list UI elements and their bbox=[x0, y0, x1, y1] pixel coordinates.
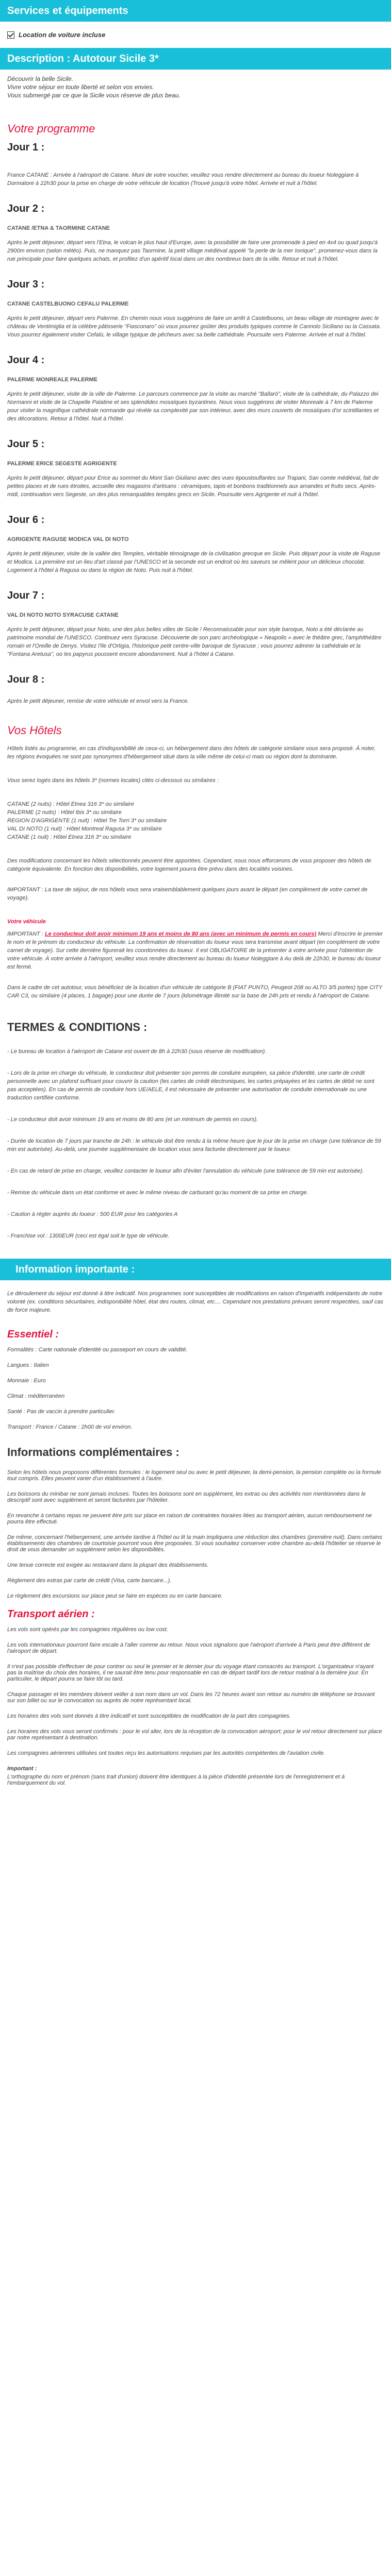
day-title: Jour 6 : bbox=[7, 514, 45, 526]
complementaires-item: En revanche à certains repas ne peuvent être pris sur place en raison de contraintes horaires liées au transport aérien, aucun remboursement ne pourra être effectué. bbox=[7, 1513, 372, 1525]
hotel-item: CATANE (2 nuits) : Hôtel Etnea 316 3* ou similaire bbox=[7, 801, 134, 807]
transport-list bbox=[0, 1626, 391, 1756]
services-bar bbox=[0, 0, 391, 22]
condition-item: - En cas de retard de prise en charge, veuillez contacter le loueur afin d'éviter l'annulation du véhicule (une tolérance de 59 min est autorisée). bbox=[7, 1168, 364, 1174]
day-title: Jour 4 : bbox=[7, 354, 45, 366]
day-body: Après le petit déjeuner, départ vers Palerme. En chemin nous vous suggérons de faire un arrêt à Castelbuono, un beau village de montagne avec le château de Ventimiglia et la célèbre pâtisserie "Fiasconaro" où vous pourrez goûter des produits typiques comme le Cannolo Siciliano ou la Cassata. Vous pourrez également visiter Cefalù, le village typique de pêcheurs avec sa belle cathédrale. Poursuite vers Palerme. Arrivée et nuit à l'hôtel. bbox=[7, 315, 381, 338]
day-subtitle: PALERME MONREALE PALERME bbox=[7, 377, 97, 383]
vehicle-important-prefix: IMPORTANT : bbox=[7, 931, 43, 937]
essentiel-item: Transport : France / Catane : 2h00 de vol environ. bbox=[7, 1424, 133, 1430]
description-bar-title: Description : Autotour Sicile 3* bbox=[7, 53, 159, 64]
intro-line: Découvrir la belle Sicile. bbox=[7, 75, 74, 82]
hotel-item: CATANE (1 nuit) : Hôtel Etnea 316 3* ou similaire bbox=[7, 834, 132, 840]
day-subtitle: AGRIGENTE RAGUSE MODICA VAL DI NOTO bbox=[7, 536, 129, 543]
complementaires-list bbox=[0, 1469, 391, 1599]
important-title: Important : bbox=[7, 1766, 37, 1772]
services-item bbox=[7, 31, 391, 39]
day-5 bbox=[0, 438, 391, 499]
complementaires-item: Selon les hôtels nous proposons différentes formules : le logement seul ou avec le petit déjeuner, la demi-pension, la pension complète ou la formule tout compris. Elles peuvent varier d'un établissement à l'autre. bbox=[7, 1469, 381, 1482]
complementaires-item: Une tenue correcte est exigée au restaurant dans la plupart des établissements. bbox=[7, 1562, 209, 1568]
day-body: Après le petit déjeuner, visite de la vallée des Temples, véritable témoignage de la civilisation grecque en Sicile. Puis départ pour la visite de Raguse et Modica. La première est un lieu d'art classé par l'UNESCO et la seconde est un endroit où les saveurs se mêlent pour un délicieux chocolat. Logement à l'hôtel à Ragusa ou dans la région de Noto. Puis nuit à l'hôtel. bbox=[7, 551, 380, 573]
condition-item: - Caution à régler auprès du loueur : 500 EUR pour les catégories A bbox=[7, 1211, 178, 1217]
intro-line: Vous submergé par ce que la Sicile vous réserve de plus beau. bbox=[7, 92, 181, 99]
day-6 bbox=[0, 514, 391, 574]
day-subtitle: PALERME ERICE SEGESTE AGRIGENTE bbox=[7, 461, 117, 467]
hotel-item: VAL DI NOTO (1 nuit) : Hôtel Montreal Ragusa 3* ou similaire bbox=[7, 826, 162, 832]
essentiel-item: Formalités : Carte nationale d'identité ou passeport en cours de validité. bbox=[7, 1347, 188, 1353]
day-2 bbox=[0, 203, 391, 263]
transport-item: Chaque passager et les membres doivent veiller à son nom dans un vol. Dans les 72 heures avant son retour au numéro de téléphone se trouvant sur son billet ou sur le convocation ou auprès de notre représentant local. bbox=[7, 1691, 375, 1704]
transport-item: Les horaires des vols vous seront confirmés : pour le vol aller, lors de la réception de la convocation aéroport; pour le vol retour directement sur place par notre représentant à destination. bbox=[7, 1728, 382, 1741]
essentiel-list bbox=[0, 1347, 391, 1430]
description-intro bbox=[7, 75, 384, 99]
services-bar-title: Services et équipements bbox=[7, 5, 128, 16]
day-title: Jour 8 : bbox=[7, 674, 45, 685]
vehicle-important-highlight: Le conducteur doit avoir minimum 19 ans et moins de 80 ans (avec un minimum de permis en cours) bbox=[44, 931, 317, 937]
day-title: Jour 5 : bbox=[7, 438, 45, 450]
hotels-intro: Hôtels listés au programme, en cas d'indisponibilité de ceux-ci, un hébergement dans des hôtels de catégorie similaire vous sera proposé. À noter, les régions évoquées ne sont pas synonymes d'hébergement situé dans la ville même de celui-ci mais ou région dont la dominante. bbox=[7, 745, 376, 760]
hotel-item: REGION D'AGRIGENTE (1 nuit) : Hôtel Tre Torri 3* ou similaire bbox=[7, 818, 167, 824]
day-7 bbox=[0, 590, 391, 658]
condition-item: - Le bureau de location à l'aéroport de Catane est ouvert de 8h à 22h30 (sous réserve de modification). bbox=[7, 1048, 267, 1055]
day-body: Après le petit déjeuner, départ pour Noto, une des plus belles villes de Sicile ! Reconnaissable pour son style baroque, Noto a été déclarée au patrimoine mondial de l'UNESCO. Continuez vers Syracuse. Découverte de son parc archéologique « Neapolis » avec le théâtre grec, l'amphithéâtre romain et l'Oreille de Denys. Visitez l'île d'Ortigia, l'historique petit centre-ville baroque de Syracuse ; vous pourrez admirer la cathédrale et la "Fontana Aretusa", où les papyrus poussent encore abondamment. Nuit à l'hôtel à Catane. bbox=[7, 626, 382, 657]
complementaires-title: Informations complémentaires : bbox=[7, 1446, 180, 1459]
condition-item: - Le conducteur doit avoir minimum 19 ans et moins de 80 ans (et un minimum de permis en cours). bbox=[7, 1116, 258, 1123]
day-title: Jour 7 : bbox=[7, 590, 45, 601]
essentiel-item: Santé : Pas de vaccin à prendre particulier. bbox=[7, 1409, 116, 1415]
hotels-title: Vos Hôtels bbox=[7, 724, 62, 737]
day-body: Après le petit déjeuner, remise de votre véhicule et envol vers la France. bbox=[7, 698, 189, 704]
essentiel-title: Essentiel : bbox=[7, 1329, 59, 1340]
transport-item: Les horaires des vols sont donnés à titre indicatif et sont susceptibles de modification de la part des compagnies. bbox=[7, 1713, 291, 1719]
transport-item: Il n'est pas possible d'effectuer de pour contrer ou seul le premier et le dernier jour du voyage étant consacrés au transport. L'organisateur n'ayant pas la maîtrise du choix des horaires, il ne saurait être tenu pour responsable en cas de départ tardif lors de retour matinal à la dernière jour. En particulier, le départ pourra se faire tôt ou tard. bbox=[7, 1664, 374, 1682]
vehicle-important bbox=[7, 930, 384, 971]
day-subtitle: CATANE CASTELBUONO CEFALU PALERME bbox=[7, 301, 129, 307]
transport-item: Les vols sont opérés par les compagnies régulières ou low cost. bbox=[7, 1626, 168, 1633]
check-icon bbox=[7, 31, 14, 39]
complementaires-item: Règlement des extras par carte de crédit (Visa, carte bancaire...). bbox=[7, 1578, 172, 1584]
hotels-important: IMPORTANT : La taxe de séjour, de nos hôtels vous sera vraisemblablement quelques jours avant le départ (en complément de votre carnet de voyage). bbox=[7, 887, 368, 901]
info-bar bbox=[0, 1259, 391, 1280]
services-item-label: Location de voiture incluse bbox=[19, 31, 106, 39]
day-body: Après le petit déjeuner, visite de la ville de Palerme. Le parcours commence par la visite au marché "Ballarò", visite de la cathédrale, du Palazzo dei Normanni et visite de la Chapelle Palatine et ses splendides mosaïques byzantines. Nous vous suggérons de visiter Monreale à 7 km de Palerme pour visiter la magnifique cathédrale normande qui révèle sa complexité par son intérieur, avec des murs couverts de mosaïques d'or scintillantes et des décorations. Retour à l'hôtel. Nuit à l'hôtel. bbox=[7, 391, 379, 422]
day-4 bbox=[0, 354, 391, 423]
info-bar-title: Information importante : bbox=[15, 1264, 135, 1275]
vehicle-important-text: Merci d'inscrire le premier le nom et le prénom du conducteur du véhicule. La confirmation de réservation du loueur vous sera transmise avant départ (en complément de votre carnet de voyage). Sur cette dernière figurerait les coordonnées du loueur. Il est OBLIGATOIRE de la présenter à votre arrivée pour l'obtention de votre véhicule. À votre arrivée à l'aéroport, veuillez vous rendre directement au bureau du loueur Noleggiare à Au delà de 22h30, le bureau du loueur est fermé. bbox=[7, 931, 383, 970]
vehicle-desc: Dans le cadre de cet autotour, vous bénéficiez de la location d'un véhicule de catégorie B (FIAT PUNTO, Peugeot 208 ou ALTO 3/5 portes) type CITY CAR C3, ou similaire (4 places, 1 bagage) pour une durée de 7 jours (kilométrage illimité sur la base de 24h pris et rendu à l'aéroport de Catane. bbox=[7, 985, 383, 999]
essentiel-item: Monnaie : Euro bbox=[7, 1378, 46, 1384]
day-body: France CATANE : Arrivée à l'aéroport de Catane. Muni de votre voucher, veuillez vous rendre directement au bureau du loueur Noleggiare à Dormatore à 22h30 pour la prise en charge de votre véhicule de location (Trouvé jusqu'à votre hôtel. Arrivée et nuit à l'hôtel. bbox=[7, 172, 359, 187]
day-8 bbox=[0, 674, 391, 705]
hotel-item: PALERME (2 nuits) : Hôtel Ibis 3* ou similaire bbox=[7, 809, 122, 816]
condition-item: - Remise du véhicule dans un état conforme et avec le même niveau de carburant qu'au moment de sa prise en charge. bbox=[7, 1190, 308, 1196]
essentiel-item: Climat : méditerranéen bbox=[7, 1393, 65, 1399]
condition-item: - Lors de la prise en charge du véhicule, le conducteur doit présenter son permis de conduire européen, sa pièce d'identité, une carte de crédit personnelle avec un plafond suffisant pour couvrir la caution (les cartes de crédit électroniques, les cartes prépayées et les cartes de débit ne sont pas acceptées). En cas de permis de conduire hors UE/AELE, il est nécessaire de présenter une autorisation de conduite internationale ou une traduction certifiée conforme. bbox=[7, 1070, 374, 1101]
conditions-list bbox=[0, 1047, 391, 1240]
day-body: Après le petit déjeuner, départ pour Erice au sommet du Mont San Giuliano avec des vues époustouflantes sur Trapani, San comte médiéval, fait de petites places et de rues étroites, accueille des magasins d'artisans : céramiques, tapis et bonbons traditionnels aux amandes et fruits secs. Après-midi, continuation vers Segeste, un des plus remarquables temples grecs en Sicile. Poursuite vers Agrigente et nuit à l'hôtel. bbox=[7, 475, 379, 498]
transport-title: Transport aérien : bbox=[7, 1608, 95, 1620]
conditions-title: TERMES & CONDITIONS : bbox=[7, 1021, 148, 1033]
condition-item: - Franchise vol : 1300EUR (ceci est égal soit le type de véhicule. bbox=[7, 1233, 170, 1239]
day-3 bbox=[0, 279, 391, 339]
intro-line: Vivre votre séjour en toute liberté et selon vos envies. bbox=[7, 83, 154, 91]
programme-title: Votre programme bbox=[7, 122, 95, 135]
complementaires-item: Les boissons du minibar ne sont jamais incluses. Toutes les boissons sont en supplément, les extras ou des activités non mentionnées dans le descriptif sont avec supplément et seront facturées par l'hôtelier. bbox=[7, 1491, 366, 1503]
day-title: Jour 1 : bbox=[7, 142, 45, 153]
transport-item: Les compagnies aériennes utilisées ont toutes reçu les autorisations requises par les autorités compétentes de l'aviation civile. bbox=[7, 1750, 325, 1756]
hotels-note: Des modifications concernant les hôtels sélectionnés peuvent être apportées. Cependant, nous nous efforcerons de vous proposer des hôtels de catégorie équivalente. En fonction des disponibilités, votre logement pourra être prévu dans des localités voisines. bbox=[7, 858, 371, 872]
description-bar bbox=[0, 48, 391, 70]
day-subtitle: VAL DI NOTO NOTO SYRACUSE CATANE bbox=[7, 612, 119, 618]
vehicle-label: Votre véhicule bbox=[7, 919, 46, 925]
info-intro: Le déroulement du séjour est donné à titre indicatif. Nos programmes sont susceptibles de modifications en raison d'impératifs indépendants de notre volonté (ex. conditions sécuritaires, indisponibilité hôtel, état des routes, climat, etc.... Cependant nos prestations prévues seront respectées, sauf cas de force majeure. bbox=[7, 1291, 383, 1313]
important-text: L'orthographe du nom et prénom (sans trait d'union) doivent être identiques à la pièce d'identité présentée lors de l'enregistrement et à l'embarquement du vol. bbox=[7, 1774, 345, 1786]
day-title: Jour 2 : bbox=[7, 203, 45, 214]
day-subtitle: CATANE /ETNA & TAORMINE CATANE bbox=[7, 225, 110, 231]
condition-item: - Durée de location de 7 jours par tranche de 24h : le véhicule doit être rendu à la même heure que le jour de la prise en charge (une tolérance de 59 min est autorisée). Au-delà, une journée supplémentaire de location vous sera facturée directement par le loueur. bbox=[7, 1138, 381, 1153]
day-title: Jour 3 : bbox=[7, 279, 45, 290]
complementaires-item: Le règlement des excursions sur place peut se faire en espèces ou en carte bancaire. bbox=[7, 1593, 223, 1599]
complementaires-item: De même, concernant l'hébergement, une arrivée tardive à l'hôtel ou lit la main impliquera une réduction des chambres (première nuit). Dans certains établissements des chambres de courtoisie pourront vous être proposées. Si vous souhaitez conserver votre chambre au-delà l'hôtelier se réserve le droit de vous demander un supplément selon les disponibilités. bbox=[7, 1534, 382, 1553]
day-1 bbox=[0, 142, 391, 188]
essentiel-item: Langues : Italien bbox=[7, 1362, 49, 1368]
hotels-list bbox=[7, 800, 384, 841]
day-body: Après le petit déjeuner, départ vers l'Etna, le volcan le plus haut d'Europe, avec la possibilité de faire une promenade à pied en 4x4 ou quad jusqu'à 2900m environ (selon météo). Puis, ne manquez pas Taormine, la petit village médiéval appelé "la perle de la mer Ionique", promenez-vous dans la rue principale pour faire quelques achats, et profitez d'un apéritif local dans un des nombreux bars de la ville. Retour et nuit à l'hôtel. bbox=[7, 240, 378, 262]
transport-item: Les vols internationaux pourront faire escale à l'aller comme au retour. Nous vous signalons que l'aéroport d'arrivée à Paris peut être différent de l'aéroport de départ. bbox=[7, 1642, 370, 1654]
hotels-list-intro: Vous serez logés dans les hôtels 3* (normes locales) cités ci-dessous ou similaires : bbox=[7, 777, 219, 784]
vehicle-section bbox=[7, 918, 384, 971]
